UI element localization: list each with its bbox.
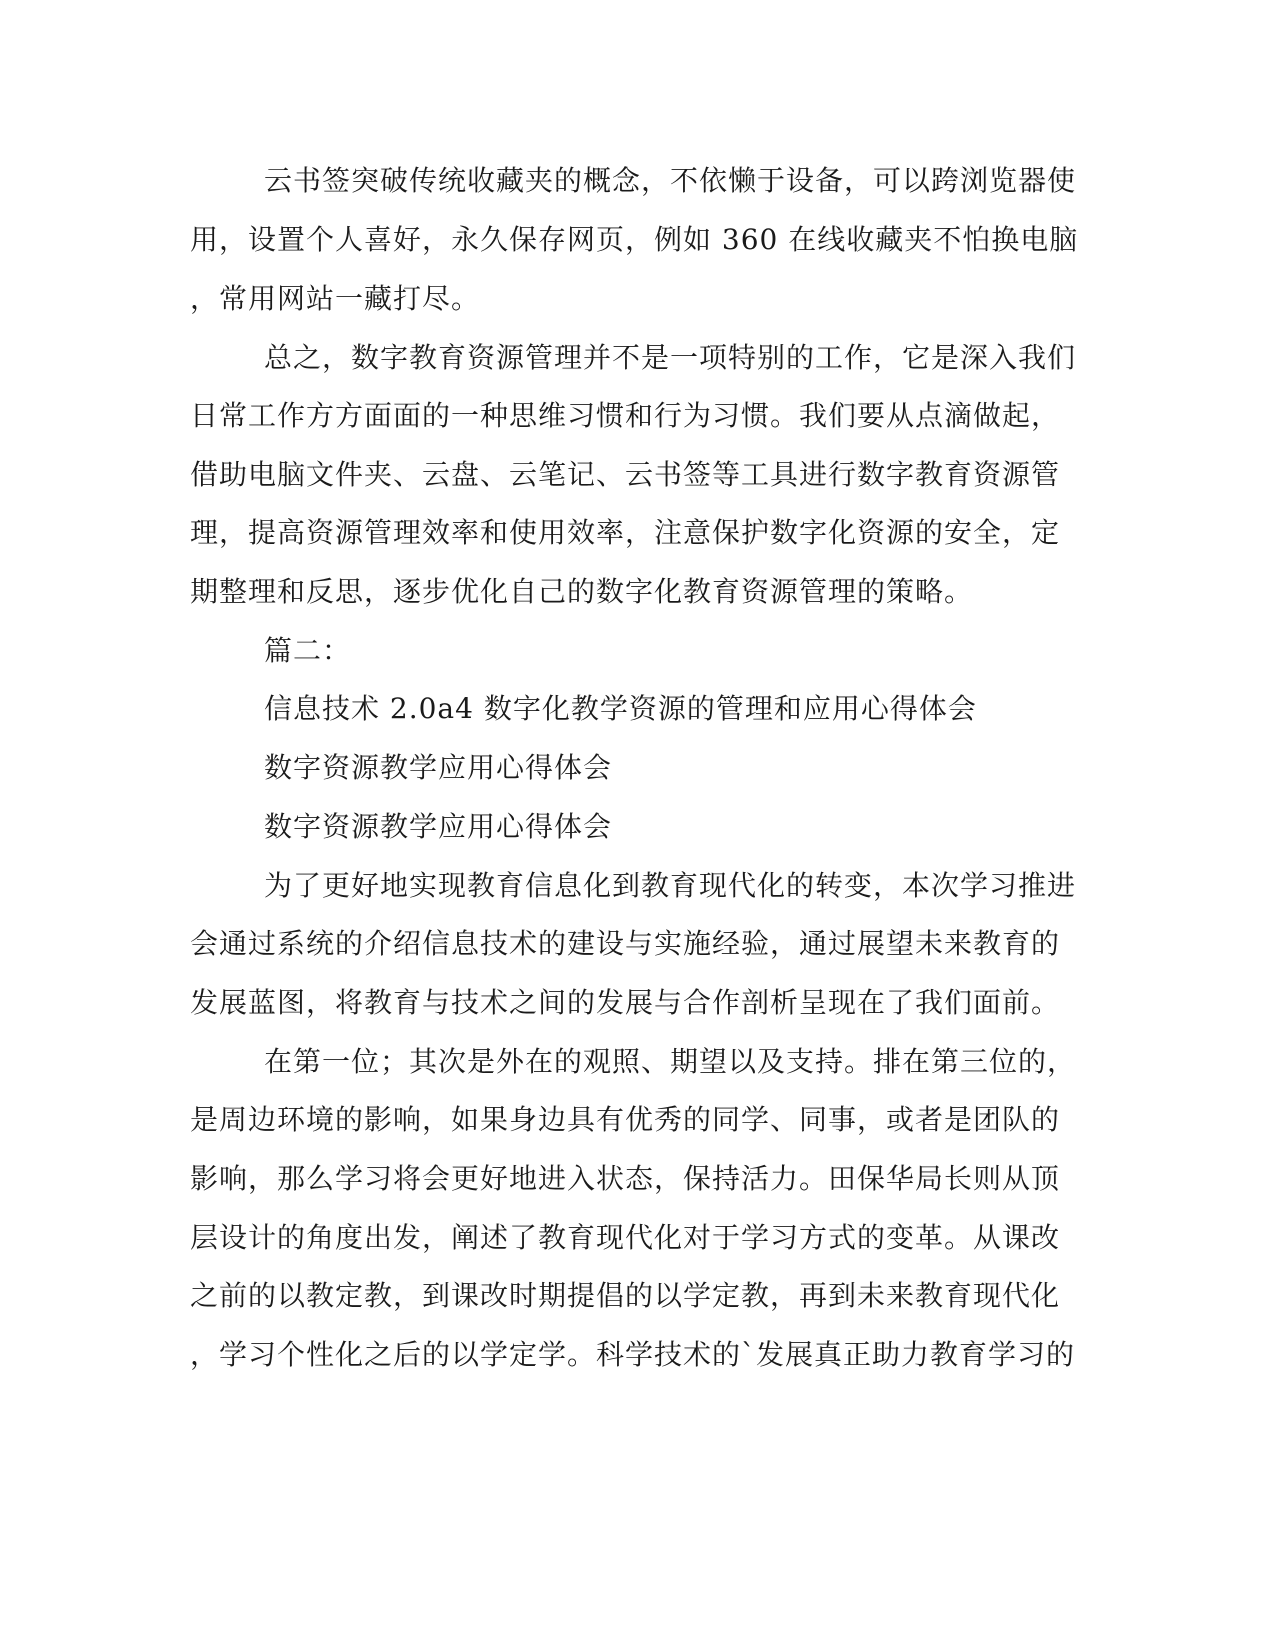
text-line: 理，提高资源管理效率和使用效率，注意保护数字化资源的安全，定 <box>190 516 1061 549</box>
text-line: 借助电脑文件夹、云盘、云笔记、云书签等工具进行数字教育资源管 <box>190 458 1061 491</box>
text-line: 日常工作方方面面的一种思维习惯和行为习惯。我们要从点滴做起， <box>190 399 1061 432</box>
text-line: 发展蓝图，将教育与技术之间的发展与合作剖析呈现在了我们面前。 <box>190 986 1061 1019</box>
text-line: 之前的以教定教，到课改时期提倡的以学定教，再到未来教育现代化 <box>190 1279 1061 1312</box>
subtitle: 数字资源教学应用心得体会 <box>264 751 613 784</box>
section-heading: 篇二： <box>264 634 352 667</box>
article-title: 信息技术 2.0a4 数字化教学资源的管理和应用心得体会 <box>264 692 977 725</box>
subtitle: 数字资源教学应用心得体会 <box>264 810 613 843</box>
text-line: 云书签突破传统收藏夹的概念，不依懒于设备，可以跨浏览器使 <box>264 164 1077 197</box>
text-line: ，学习个性化之后的以学定学。科学技术的`发展真正助力教育学习的 <box>190 1338 1076 1371</box>
text-line: 为了更好地实现教育信息化到教育现代化的转变，本次学习推进 <box>264 869 1077 902</box>
text-line: 影响，那么学习将会更好地进入状态，保持活力。田保华局长则从顶 <box>190 1162 1061 1195</box>
text-line: 用，设置个人喜好，永久保存网页，例如 360 在线收藏夹不怕换电脑 <box>190 223 1079 256</box>
text-line: 层设计的角度出发，阐述了教育现代化对于学习方式的变革。从课改 <box>190 1221 1061 1254</box>
text-line: 是周边环境的影响，如果身边具有优秀的同学、同事，或者是团队的 <box>190 1103 1061 1136</box>
text-line: ，常用网站一藏打尽。 <box>190 282 481 315</box>
text-line: 会通过系统的介绍信息技术的建设与实施经验，通过展望未来教育的 <box>190 927 1061 960</box>
text-line: 期整理和反思，逐步优化自己的数字化教育资源管理的策略。 <box>190 575 974 608</box>
text-line: 在第一位；其次是外在的观照、期望以及支持。排在第三位的， <box>264 1045 1077 1078</box>
text-line: 总之，数字教育资源管理并不是一项特别的工作，它是深入我们 <box>264 341 1077 374</box>
